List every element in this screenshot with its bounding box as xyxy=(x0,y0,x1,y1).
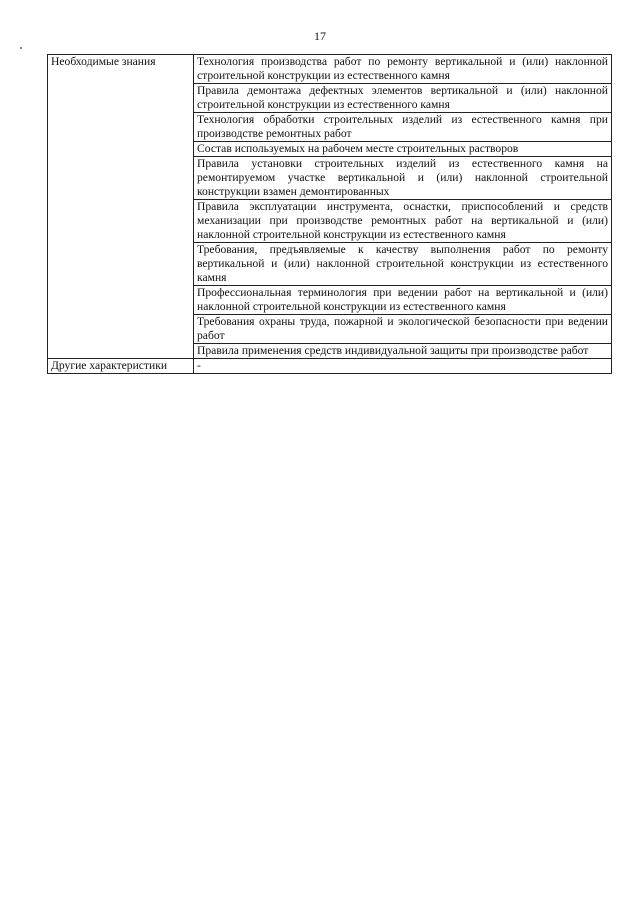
table-row xyxy=(48,55,612,84)
knowledge-item: Профессиональная терминология при ведении работ на вертикальной и (или) наклонной строительной конструкции из естественного камня xyxy=(194,286,612,315)
knowledge-item: Технология обработки строительных изделий из естественного камня при производстве ремонтных работ xyxy=(194,113,612,142)
page-number: 17 xyxy=(314,29,326,43)
knowledge-item: Правила эксплуатации инструмента, оснастки, приспособлений и средств механизации при производстве ремонтных работ на вертикальной и (или) наклонной строительной конструкции из естественного камня xyxy=(194,200,612,243)
knowledge-item: Правила применения средств индивидуальной защиты при производстве работ xyxy=(194,344,612,359)
table-row xyxy=(48,359,612,374)
knowledge-item: Правила установки строительных изделий из естественного камня на ремонтируемом участке вертикальной и (или) наклонной строительной конструкции взамен демонтированных xyxy=(194,157,612,200)
knowledge-item: Требования охраны труда, пожарной и экологической безопасности при ведении работ xyxy=(194,315,612,344)
knowledge-item: Состав используемых на рабочем месте строительных растворов xyxy=(194,142,612,157)
requirements-table xyxy=(47,54,612,374)
knowledge-label: Необходимые знания xyxy=(48,55,194,359)
other-characteristics-label: Другие характеристики xyxy=(48,359,194,374)
other-characteristics-value: - xyxy=(194,359,612,374)
knowledge-item: Требования, предъявляемые к качеству выполнения работ по ремонту вертикальной и (или) наклонной строительной конструкции из естественного камня xyxy=(194,243,612,286)
knowledge-item: Технология производства работ по ремонту вертикальной и (или) наклонной строительной конструкции из естественного камня xyxy=(194,55,612,84)
scan-speck xyxy=(20,47,22,49)
knowledge-item: Правила демонтажа дефектных элементов вертикальной и (или) наклонной строительной конструкции из естественного камня xyxy=(194,84,612,113)
